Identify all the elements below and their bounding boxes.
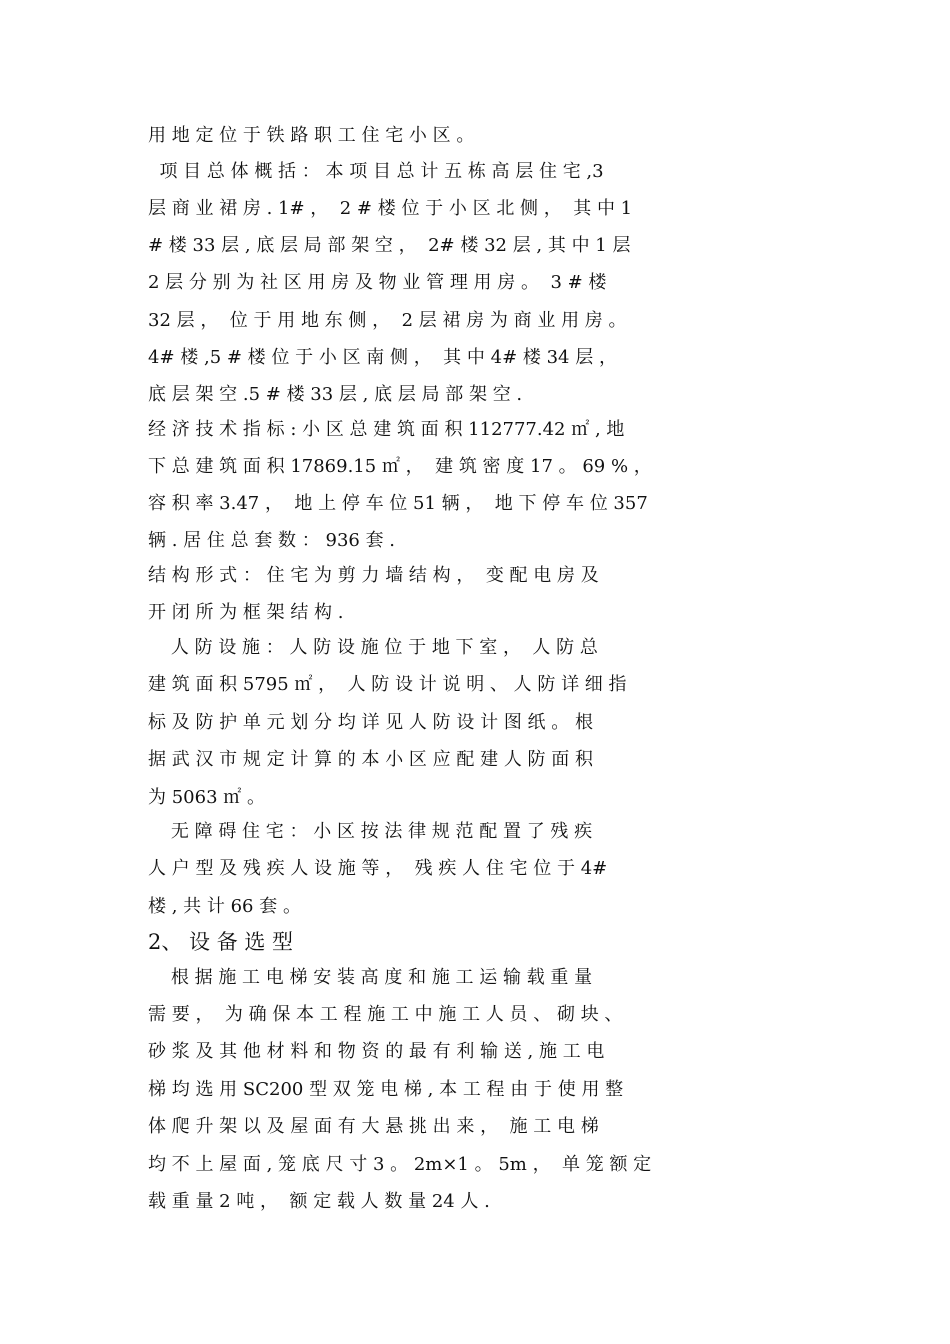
text-line: 层 商 业 裙 房 . 1# ， 2 # 楼 位 于 小 区 北 侧 ， 其 中 1 xyxy=(148,198,633,219)
text-line: # 楼 33 层 , 底 层 局 部 架 空 ， 2# 楼 32 层 , 其 中 1 层 xyxy=(148,235,631,256)
text-line: 下 总 建 筑 面 积 17869.15 ㎡ ， 建 筑 密 度 17 。 69 % ， xyxy=(148,456,652,477)
text-line: 梯 均 选 用 SC200 型 双 笼 电 梯 , 本 工 程 由 于 使 用 整 xyxy=(148,1079,624,1100)
text-line: 用 地 定 位 于 铁 路 职 工 住 宅 小 区 。 xyxy=(148,125,475,146)
text-line: 结 构 形 式 ： 住 宅 为 剪 力 墙 结 构 ， 变 配 电 房 及 xyxy=(148,565,599,586)
text-line: 体 爬 升 架 以 及 屋 面 有 大 悬 挑 出 来 ， 施 工 电 梯 xyxy=(148,1116,599,1137)
text-line: 需 要 ， 为 确 保 本 工 程 施 工 中 施 工 人 员 、 砌 块 、 xyxy=(148,1004,623,1025)
section-heading: 2、 设 备 选 型 xyxy=(148,930,294,954)
text-line: 人 防 设 施 ： 人 防 设 施 位 于 地 下 室 ， 人 防 总 xyxy=(148,637,598,658)
text-line: 标 及 防 护 单 元 划 分 均 详 见 人 防 设 计 图 纸 。 根 xyxy=(148,712,593,733)
text-line: 辆 . 居 住 总 套 数 ： 936 套 . xyxy=(148,530,396,551)
text-line: 无 障 碍 住 宅 ： 小 区 按 法 律 规 范 配 置 了 残 疾 xyxy=(148,821,593,842)
text-line: 根 据 施 工 电 梯 安 装 高 度 和 施 工 运 输 载 重 量 xyxy=(148,967,593,988)
text-line: 2 层 分 别 为 社 区 用 房 及 物 业 管 理 用 房 。 3 # 楼 xyxy=(148,272,607,293)
text-line: 载 重 量 2 吨 ， 额 定 载 人 数 量 24 人 . xyxy=(148,1191,490,1212)
text-line: 均 不 上 屋 面 , 笼 底 尺 寸 3 。 2m×1 。 5m ， 单 笼 额 定 xyxy=(148,1154,652,1175)
text-line: 经 济 技 术 指 标 : 小 区 总 建 筑 面 积 112777.42 ㎡ , 地 xyxy=(148,419,625,440)
text-line: 建 筑 面 积 5795 ㎡ ， 人 防 设 计 说 明 、 人 防 详 细 指 xyxy=(148,674,627,695)
text-line: 楼 , 共 计 66 套 。 xyxy=(148,896,301,917)
text-line: 人 户 型 及 残 疾 人 设 施 等 ， 残 疾 人 住 宅 位 于 4# xyxy=(148,858,608,879)
text-line: 容 积 率 3.47 ， 地 上 停 车 位 51 辆 ， 地 下 停 车 位 357 xyxy=(148,493,648,514)
text-line: 32 层 ， 位 于 用 地 东 侧 ， 2 层 裙 房 为 商 业 用 房 。 xyxy=(148,310,627,331)
text-line: 开 闭 所 为 框 架 结 构 . xyxy=(148,602,344,623)
text-line: 底 层 架 空 .5 # 楼 33 层 , 底 层 局 部 架 空 . xyxy=(148,384,523,405)
text-line: 据 武 汉 市 规 定 计 算 的 本 小 区 应 配 建 人 防 面 积 xyxy=(148,749,593,770)
text-line: 4# 楼 ,5 # 楼 位 于 小 区 南 侧 ， 其 中 4# 楼 34 层 ， xyxy=(148,347,617,368)
text-line: 砂 浆 及 其 他 材 料 和 物 资 的 最 有 利 输 送 , 施 工 电 xyxy=(148,1041,605,1062)
text-line: 为 5063 ㎡ 。 xyxy=(148,787,265,808)
text-line: 项 目 总 体 概 括 ： 本 项 目 总 计 五 栋 高 层 住 宅 ,3 xyxy=(148,161,604,182)
